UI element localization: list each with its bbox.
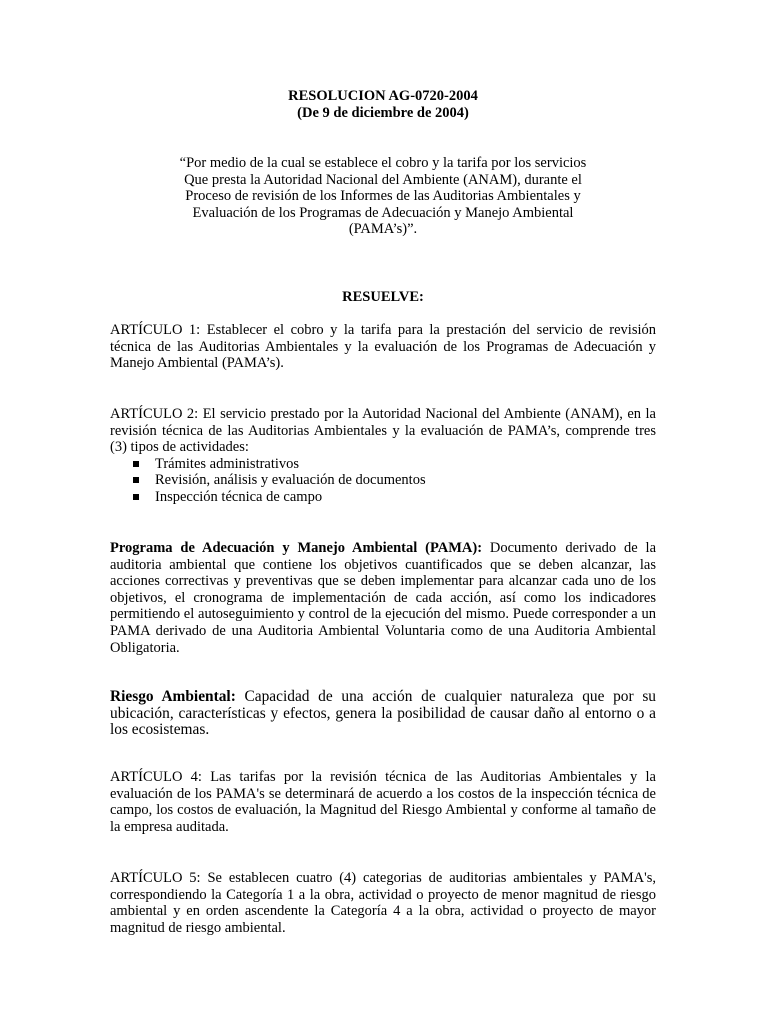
article-2-text: ARTÍCULO 2: El servicio prestado por la Autoridad Nacional del Ambiente (ANAM), en la revisión técnica de las Auditorias Ambientales y la evaluación de PAMA’s, comprende tres (3) tipos de actividades:	[110, 406, 656, 456]
preamble	[110, 155, 656, 238]
bullet-icon	[133, 494, 139, 500]
bullet-icon	[133, 461, 139, 467]
resuelve-heading: RESUELVE:	[342, 289, 424, 305]
preamble-line: “Por medio de la cual se establece el cobro y la tarifa por los servicios	[179, 155, 587, 171]
article-5: ARTÍCULO 5: Se establecen cuatro (4) categorias de auditorias ambientales y PAMA's, correspondiendo la Categoría 1 a la obra, actividad o proyecto de menor magnitud de riesgo ambiental y en orden ascendente la Categoría 4 a la obra, actividad o proyecto de mayor magnitud de riesgo ambiental.	[110, 870, 656, 936]
pama-definition	[110, 540, 656, 656]
resolution-date: (De 9 de diciembre de 2004)	[297, 104, 469, 121]
article-1: ARTÍCULO 1: Establecer el cobro y la tarifa para la prestación del servicio de revisión técnica de las Auditorias Ambientales y la evaluación de los Programas de Adecuación y Manejo Ambiental (PAMA’s).	[110, 322, 656, 372]
preamble-line: Que presta la Autoridad Nacional del Ambiente (ANAM), durante el	[184, 171, 582, 188]
resolution-title: RESOLUCION AG-0720-2004	[288, 88, 478, 104]
riesgo-term: Riesgo Ambiental:	[110, 688, 236, 705]
riesgo-definition	[110, 689, 656, 739]
preamble-line: Evaluación de los Programas de Adecuación y Manejo Ambiental	[192, 204, 574, 221]
pama-text: Documento derivado de la auditoria ambiental que contiene los objetivos cuantificados que se deben alcanzar, las acciones correctivas y preventivas que se deben implementar para alcanzar cada uno de los objetivos, el cronograma de implementación de cada acción, así como los indicadores permitiendo el autoseguimiento y control de la ejecución del mismo. Puede corresponder a un PAMA derivado de una Auditoria Ambiental Voluntaria como de una Auditoria Ambiental Obligatoria.	[110, 540, 657, 656]
pama-term: Programa de Adecuación y Manejo Ambiental (PAMA):	[110, 540, 483, 556]
preamble-line: (PAMA’s)”.	[348, 221, 418, 238]
activities-list	[110, 456, 656, 506]
resolution-header	[110, 88, 656, 121]
list-item: Trámites administrativos	[110, 456, 656, 473]
list-item: Inspección técnica de campo	[110, 489, 656, 506]
list-item: Revisión, análisis y evaluación de documentos	[110, 472, 656, 489]
bullet-icon	[133, 477, 139, 483]
riesgo-text: Capacidad de una acción de cualquier naturaleza que por su ubicación, características y efectos, genera la posibilidad de causar daño al entorno o a los ecosistemas.	[110, 688, 657, 739]
article-2	[110, 406, 656, 506]
preamble-line: Proceso de revisión de los Informes de las Auditorias Ambientales y	[185, 188, 581, 205]
article-4: ARTÍCULO 4: Las tarifas por la revisión técnica de las Auditorias Ambientales y la evaluación de los PAMA's se determinará de acuerdo a los costos de la inspección técnica de campo, los costos de evaluación, la Magnitud del Riesgo Ambiental y conforme al tamaño de la empresa auditada.	[110, 769, 656, 835]
